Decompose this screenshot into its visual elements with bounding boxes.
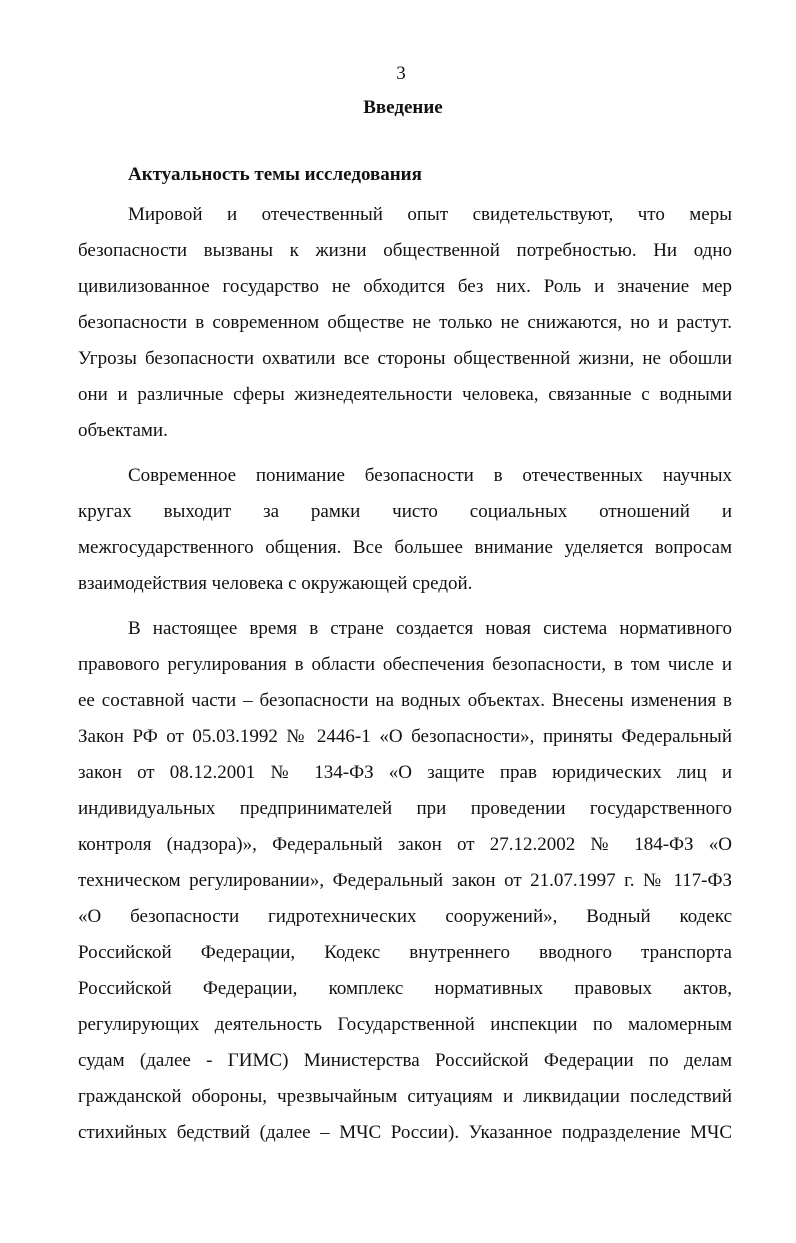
text-line: межгосударственного общения. Все большее внимание уделяется вопросам	[78, 537, 732, 558]
page-title: Введение	[363, 97, 443, 118]
text-line: регулирующих деятельность Государственной инспекции по маломерным	[78, 1014, 732, 1035]
text-line: Современное понимание безопасности в отечественных научных	[128, 465, 732, 486]
text-line: взаимодействия человека с окружающей средой.	[78, 573, 473, 594]
text-line: стихийных бедствий (далее – МЧС России). Указанное подразделение МЧС	[78, 1122, 732, 1143]
text-line: безопасности вызваны к жизни общественной потребностью. Ни одно	[78, 240, 732, 261]
text-line: техническом регулировании», Федеральный закон от 21.07.1997 г. № 117-ФЗ	[78, 870, 732, 891]
text-line: цивилизованное государство не обходится без них. Роль и значение мер	[78, 276, 732, 297]
text-line: контроля (надзора)», Федеральный закон от 27.12.2002 № 184-ФЗ «О	[78, 834, 732, 855]
text-line: Российской Федерации, Кодекс внутреннего вводного транспорта	[78, 942, 732, 963]
paragraph-2	[78, 458, 732, 602]
text-line: Российской Федерации, комплекс нормативных правовых актов,	[78, 978, 732, 999]
document-body	[78, 163, 732, 1160]
text-line: Закон РФ от 05.03.1992 № 2446-1 «О безопасности», приняты Федеральный	[78, 726, 732, 747]
section-heading: Актуальность темы исследования	[128, 164, 422, 185]
text-line: они и различные сферы жизнедеятельности человека, связанные с водными	[78, 384, 732, 405]
text-line: судам (далее - ГИМС) Министерства Российской Федерации по делам	[78, 1050, 732, 1071]
text-line: правового регулирования в области обеспечения безопасности, в том числе и	[78, 654, 732, 675]
page-number: 3	[396, 63, 406, 84]
paragraph-1	[78, 197, 732, 449]
text-line: «О безопасности гидротехнических сооружений», Водный кодекс	[78, 906, 732, 927]
text-line: кругах выходит за рамки чисто социальных отношений и	[78, 501, 732, 522]
text-line: безопасности в современном обществе не только не снижаются, но и растут.	[78, 312, 732, 333]
paragraph-3	[78, 611, 732, 1151]
text-line: ее составной части – безопасности на водных объектах. Внесены изменения в	[78, 690, 732, 711]
text-line: Угрозы безопасности охватили все стороны общественной жизни, не обошли	[78, 348, 732, 369]
text-line: В настоящее время в стране создается новая система нормативного	[128, 618, 732, 639]
text-line: Мировой и отечественный опыт свидетельствуют, что меры	[128, 204, 732, 225]
text-line: гражданской обороны, чрезвычайным ситуациям и ликвидации последствий	[78, 1086, 732, 1107]
text-line: объектами.	[78, 420, 168, 441]
text-line: закон от 08.12.2001 № 134-ФЗ «О защите прав юридических лиц и	[78, 762, 732, 783]
text-line: индивидуальных предпринимателей при проведении государственного	[78, 798, 732, 819]
